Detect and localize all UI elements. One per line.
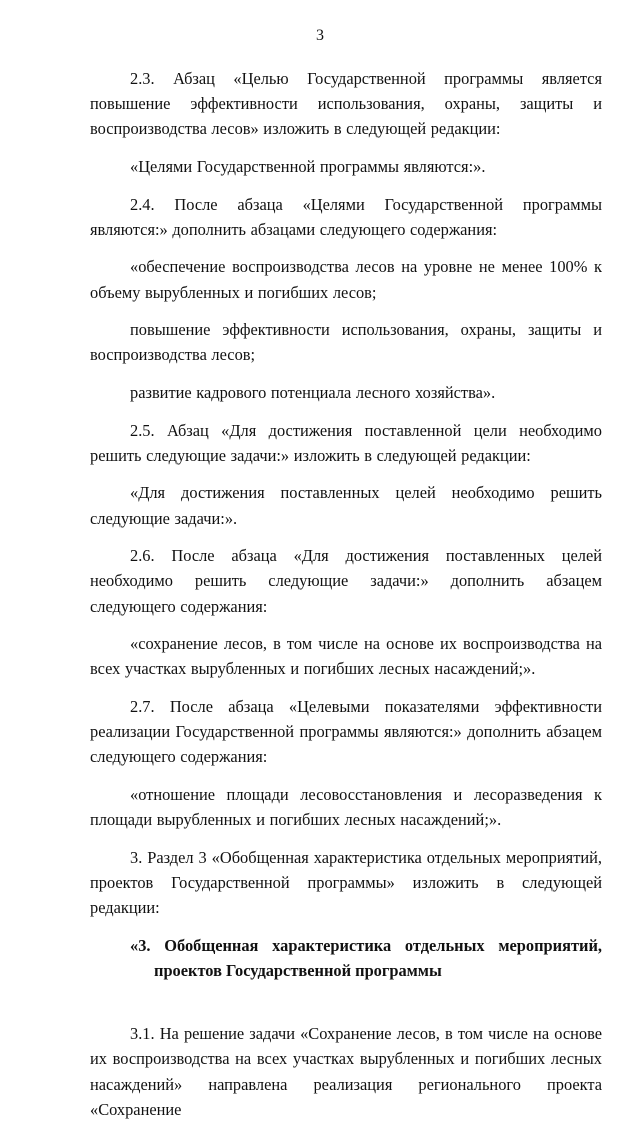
- section-heading-line-2: проектов Государственной программы: [154, 960, 442, 980]
- paragraph-indicator-ratio: «отношение площади лесовосстановления и лесоразведения к площади вырубленных и погибших лесных насаждений;».: [90, 784, 602, 830]
- document-body: [90, 66, 602, 1134]
- paragraph-3-1: 3.1. На решение задачи «Сохранение лесов, в том числе на основе их воспроизводства на всех участках вырубленных и погибших лесных насаждений» направлена реализация регионального проекта «Сохранение: [90, 1024, 602, 1119]
- paragraph-2-4: 2.4. После абзаца «Целями Государственной программы являются:» дополнить абзацами следующего содержания:: [90, 194, 602, 239]
- paragraph-task-conservation: «сохранение лесов, в том числе на основе их воспроизводства на всех участках вырубленных и погибших лесных насаждений;».: [90, 634, 602, 679]
- page-number: 3: [316, 27, 324, 44]
- paragraph-goal-reproduction: «обеспечение воспроизводства лесов на уровне не менее 100% к объему вырубленных и погибших лесов;: [90, 257, 602, 302]
- paragraph-tasks-new: «Для достижения поставленных целей необходимо решить следующие задачи:».: [90, 483, 602, 528]
- paragraph-2-7: 2.7. После абзаца «Целевыми показателями эффективности реализации Государственной программы являются:» дополнить абзацем следующего содержания:: [90, 696, 602, 767]
- paragraph-goals-new: «Целями Государственной программы являются:».: [130, 157, 486, 176]
- paragraph-2-5: 2.5. Абзац «Для достижения поставленной цели необходимо решить следующие задачи:» изложить в следующей редакции:: [90, 420, 602, 465]
- paragraph-goal-personnel: развитие кадрового потенциала лесного хозяйства».: [130, 382, 496, 402]
- paragraph-3: 3. Раздел 3 «Обобщенная характеристика отдельных мероприятий, проектов Государственной программы» изложить в следующей редакции:: [90, 847, 602, 918]
- section-heading-line-1: «3. Обобщенная характеристика отдельных мероприятий,: [130, 935, 602, 955]
- paragraph-2-6: 2.6. После абзаца «Для достижения поставленных целей необходимо решить следующие задачи:» дополнить абзацем следующего содержания:: [90, 546, 602, 616]
- section-heading: [90, 933, 602, 983]
- paragraph-goal-efficiency: повышение эффективности использования, охраны, защиты и воспроизводства лесов;: [90, 320, 602, 365]
- paragraph-2-3: 2.3. Абзац «Целью Государственной программы является повышение эффективности использования, охраны, защиты и воспроизводства лесов» изложить в следующей редакции:: [90, 69, 602, 139]
